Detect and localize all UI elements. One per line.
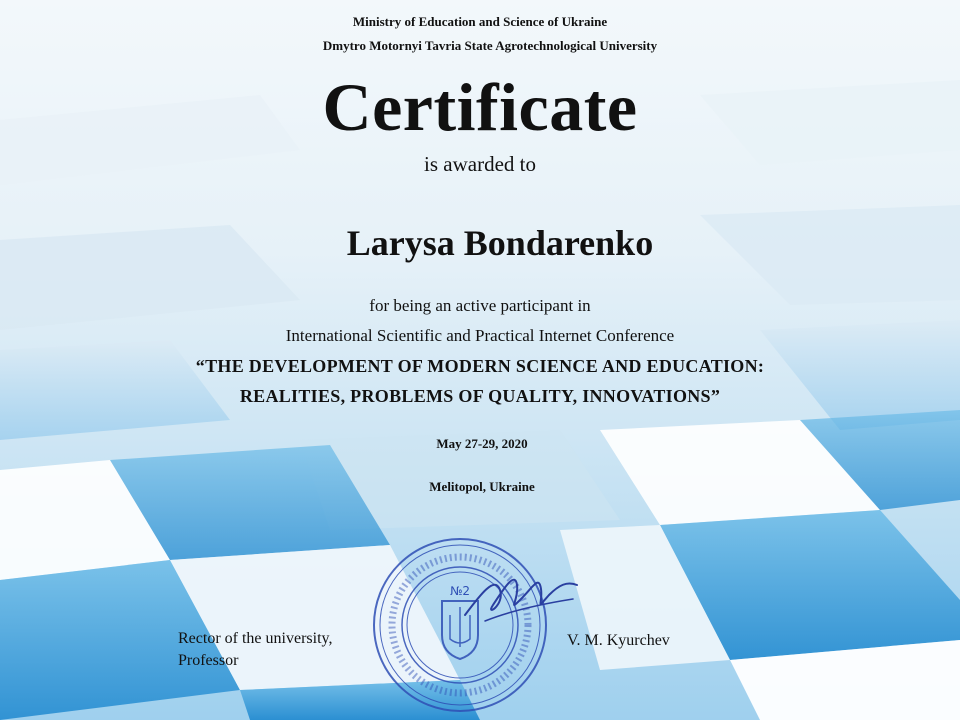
conference-theme-line2: REALITIES, PROBLEMS OF QUALITY, INNOVATIONS” xyxy=(239,386,721,406)
conference-dates: May 27-29, 2020 xyxy=(436,436,528,451)
signer-name: V. M. Kyurchev xyxy=(567,632,670,649)
certificate-title: Certificate xyxy=(322,69,638,145)
conference-theme-line1: “THE DEVELOPMENT OF MODERN SCIENCE AND EDUCATION: xyxy=(195,356,765,376)
handwritten-signature xyxy=(455,555,585,635)
participation-reason: for being an active participant in xyxy=(369,296,591,315)
awarded-text: is awarded to xyxy=(424,152,536,176)
ministry-name: Ministry of Education and Science of Ukraine xyxy=(352,14,608,29)
conference-name: International Scientific and Practical Internet Conference xyxy=(285,326,675,345)
university-name: Dmytro Motornyi Tavria State Agrotechnological University xyxy=(322,38,658,53)
rector-position xyxy=(178,628,332,672)
seal-number: №2 xyxy=(449,584,471,598)
rector-position-line2: Professor xyxy=(178,652,239,669)
conference-location: Melitopol, Ukraine xyxy=(429,479,535,494)
rector-position-line1: Rector of the university, xyxy=(178,630,333,647)
recipient-name: Larysa Bondarenko xyxy=(346,223,654,263)
